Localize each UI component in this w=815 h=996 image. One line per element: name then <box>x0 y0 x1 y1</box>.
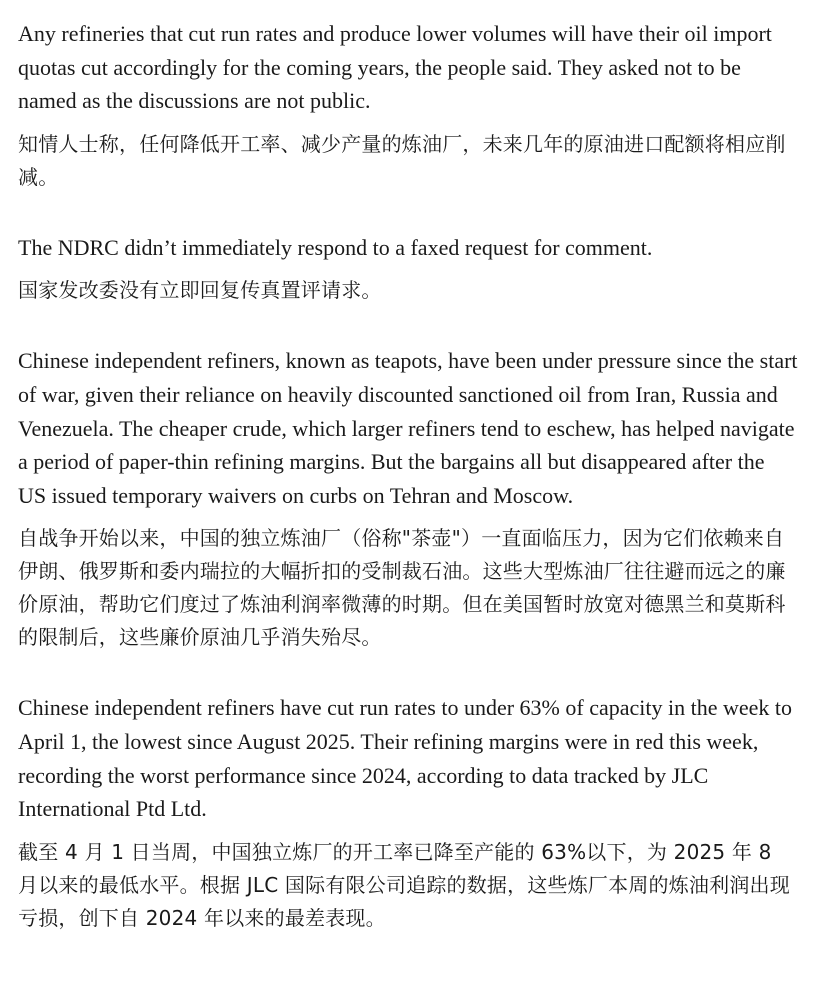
chinese-paragraph: 自战争开始以来，中国的独立炼油厂（俗称"茶壶"）一直面临压力，因为它们依赖来自伊朗、俄罗斯和委内瑞拉的大幅折扣的受制裁石油。这些大型炼油厂往往避而远之的廉价原油，帮助它们度过了炼油利润率微薄的时期。但在美国暂时放宽对德黑兰和莫斯科的限制后，这些廉价原油几乎消失殆尽。 <box>18 526 786 650</box>
chinese-paragraph: 国家发改委没有立即回复传真置评请求。 <box>18 278 382 303</box>
english-paragraph: Any refineries that cut run rates and produce lower volumes will have their oil import quotas cut accordingly for the coming years, the people said. They asked not to be named as the discussions are not public. <box>18 21 772 114</box>
paragraph-block-2 <box>18 231 798 308</box>
chinese-paragraph: 截至 4 月 1 日当周，中国独立炼厂的开工率已降至产能的 63%以下，为 2025 年 8 月以来的最低水平。根据 JLC 国际有限公司追踪的数据，这些炼厂本周的炼油利润出现亏损，创下自 2024 年以来的最差表现。 <box>18 839 790 930</box>
english-paragraph: The NDRC didn’t immediately respond to a faxed request for comment. <box>18 234 653 260</box>
english-paragraph: Chinese independent refiners have cut run rates to under 63% of capacity in the week to April 1, the lowest since August 2025. Their refining margins were in red this week, recording the worst performance since 2024, according to data tracked by JLC International Ptd Ltd. <box>18 695 792 822</box>
paragraph-block-1 <box>18 17 798 194</box>
chinese-paragraph: 知情人士称，任何降低开工率、减少产量的炼油厂，未来几年的原油进口配额将相应削减。 <box>18 131 786 189</box>
paragraph-block-4 <box>18 691 798 934</box>
paragraph-block-3 <box>18 344 798 654</box>
english-paragraph: Chinese independent refiners, known as teapots, have been under pressure since the start of war, given their reliance on heavily discounted sanctioned oil from Iran, Russia and Venezuela. The cheaper crude, which larger refiners tend to eschew, has helped navigate a period of paper-thin refining margins. But the bargains all but disappeared after the US issued temporary waivers on curbs on Tehran and Moscow. <box>18 348 798 508</box>
article-body <box>18 0 798 972</box>
